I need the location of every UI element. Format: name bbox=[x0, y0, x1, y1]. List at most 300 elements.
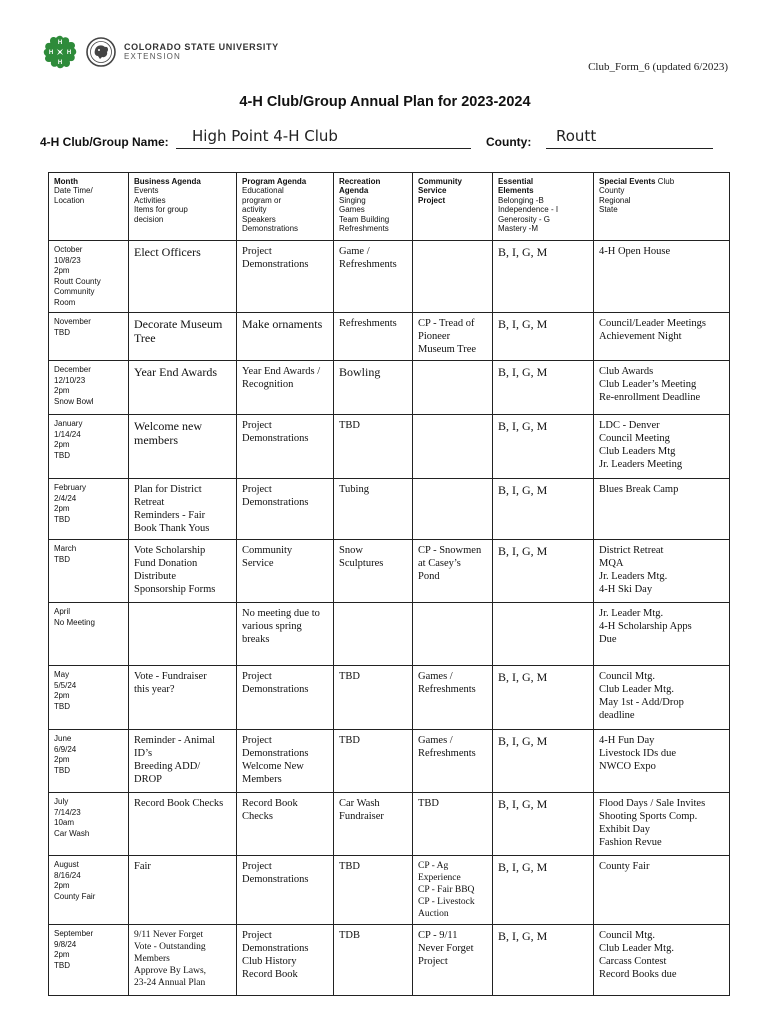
month-line: 2pm bbox=[54, 755, 70, 764]
club-info-row bbox=[40, 127, 720, 153]
column-header-line: Service bbox=[418, 186, 447, 196]
column-header-line: Refreshments bbox=[339, 224, 389, 234]
club-name-label: 4-H Club/Group Name: bbox=[40, 135, 169, 149]
program-agenda-line: Community bbox=[242, 545, 293, 556]
community-service-line: Refreshments bbox=[418, 684, 476, 695]
table-row bbox=[49, 415, 730, 479]
month-line: 9/8/24 bbox=[54, 939, 77, 949]
special-events-line: County Fair bbox=[599, 861, 650, 872]
essential-elements-cell bbox=[493, 666, 594, 730]
business-agenda-cell bbox=[129, 793, 237, 856]
community-service-line: Auction bbox=[418, 909, 449, 919]
essential-elements-cell bbox=[493, 241, 594, 313]
special-events-cell bbox=[594, 856, 730, 925]
community-service-line: Games / bbox=[418, 735, 453, 746]
essential-elements-cell bbox=[493, 856, 594, 925]
business-agenda-cell bbox=[129, 666, 237, 730]
program-agenda-cell bbox=[237, 241, 334, 313]
column-header-line: Elements bbox=[498, 186, 534, 196]
recreation-line: Fundraiser bbox=[339, 811, 384, 822]
community-service-line: TBD bbox=[418, 798, 439, 809]
table-row bbox=[49, 361, 730, 415]
county-underline bbox=[546, 148, 713, 149]
table-row bbox=[49, 925, 730, 996]
program-agenda-line: Demonstrations bbox=[242, 943, 309, 954]
community-service-line: Museum Tree bbox=[418, 344, 477, 355]
business-agenda-cell bbox=[129, 361, 237, 415]
recreation-cell bbox=[334, 856, 413, 925]
program-agenda-line: Project bbox=[242, 735, 272, 746]
column-header-line: Generosity - G bbox=[498, 214, 551, 224]
csu-extension-wordmark bbox=[124, 42, 279, 62]
recreation-cell bbox=[334, 925, 413, 996]
community-service-line: at Casey’s bbox=[418, 558, 461, 569]
program-agenda-cell bbox=[237, 856, 334, 925]
business-agenda-line: Tree bbox=[134, 331, 156, 345]
table-body bbox=[49, 241, 730, 996]
business-agenda-line: Welcome new bbox=[134, 419, 203, 433]
month-cell bbox=[49, 603, 129, 666]
community-service-cell bbox=[413, 925, 493, 996]
recreation-cell bbox=[334, 361, 413, 415]
special-events-cell bbox=[594, 540, 730, 603]
column-header-title: Business Agenda bbox=[134, 177, 201, 186]
column-header-line: Mastery -M bbox=[498, 224, 538, 234]
month-line: April bbox=[54, 607, 71, 616]
month-line: Community bbox=[54, 287, 95, 296]
column-header-line: Items for group bbox=[134, 205, 188, 215]
community-service-line: Never Forget bbox=[418, 943, 474, 954]
community-service-cell bbox=[413, 793, 493, 856]
program-agenda-line: Make ornaments bbox=[242, 317, 323, 331]
special-events-line: Council Mtg. bbox=[599, 930, 656, 941]
recreation-line: Refreshments bbox=[339, 259, 397, 270]
business-agenda-cell bbox=[129, 540, 237, 603]
recreation-cell bbox=[334, 793, 413, 856]
month-line: TBD bbox=[54, 554, 70, 564]
month-line: 2pm bbox=[54, 881, 70, 890]
month-line: TBD bbox=[54, 960, 70, 970]
business-agenda-line: Elect Officers bbox=[134, 245, 201, 259]
column-header-recreation-agenda bbox=[334, 173, 413, 241]
essential-elements-cell bbox=[493, 925, 594, 996]
month-cell bbox=[49, 730, 129, 793]
essential-elements-value: B, I, G, M bbox=[498, 245, 548, 259]
special-events-cell bbox=[594, 313, 730, 361]
business-agenda-line: Reminders - Fair bbox=[134, 510, 206, 521]
special-events-line: Club Leader’s Meeting bbox=[599, 379, 697, 390]
recreation-line: Sculptures bbox=[339, 558, 384, 569]
program-agenda-line: breaks bbox=[242, 634, 270, 645]
program-agenda-cell bbox=[237, 793, 334, 856]
business-agenda-line: members bbox=[134, 433, 178, 447]
program-agenda-cell bbox=[237, 730, 334, 793]
community-service-cell bbox=[413, 361, 493, 415]
column-header-line: County bbox=[599, 186, 625, 196]
special-events-line: Jr. Leaders Meeting bbox=[599, 459, 683, 470]
essential-elements-value: B, I, G, M bbox=[498, 365, 548, 379]
program-agenda-line: Project bbox=[242, 420, 272, 431]
essential-elements-value: B, I, G, M bbox=[498, 544, 548, 558]
business-agenda-line: Decorate Museum bbox=[134, 317, 223, 331]
business-agenda-cell bbox=[129, 730, 237, 793]
special-events-line: 4-H Fun Day bbox=[599, 735, 655, 746]
month-line: 12/10/23 bbox=[54, 375, 86, 385]
month-line: 2/4/24 bbox=[54, 493, 77, 503]
community-service-cell bbox=[413, 856, 493, 925]
community-service-line: Games / bbox=[418, 671, 453, 682]
community-service-line: CP - 9/11 bbox=[418, 930, 458, 941]
program-agenda-line: various spring bbox=[242, 621, 302, 632]
special-events-line: MQA bbox=[599, 558, 624, 569]
column-header-line: Events bbox=[134, 186, 159, 196]
county-label: County: bbox=[486, 135, 532, 149]
recreation-line: TBD bbox=[339, 420, 360, 431]
business-agenda-line: Reminder - Animal bbox=[134, 735, 216, 746]
community-service-cell bbox=[413, 415, 493, 479]
special-events-cell bbox=[594, 241, 730, 313]
column-header-program-agenda bbox=[237, 173, 334, 241]
special-events-cell bbox=[594, 479, 730, 540]
essential-elements-value: B, I, G, M bbox=[498, 483, 548, 497]
special-events-cell bbox=[594, 730, 730, 793]
program-agenda-line: Club History bbox=[242, 956, 297, 967]
org-name-line2: EXTENSION bbox=[124, 52, 182, 61]
program-agenda-line: Demonstrations bbox=[242, 259, 309, 270]
program-agenda-line: Members bbox=[242, 774, 282, 785]
recreation-cell bbox=[334, 313, 413, 361]
logo-group bbox=[42, 34, 279, 70]
business-agenda-cell bbox=[129, 479, 237, 540]
table-row bbox=[49, 603, 730, 666]
special-events-line: Council Mtg. bbox=[599, 671, 656, 682]
recreation-line: TBD bbox=[339, 735, 360, 746]
svg-text:H: H bbox=[57, 60, 63, 66]
special-events-line: Flood Days / Sale Invites bbox=[599, 798, 706, 809]
table-row bbox=[49, 856, 730, 925]
column-header-line: Activities bbox=[134, 195, 166, 205]
special-events-cell bbox=[594, 361, 730, 415]
month-cell bbox=[49, 479, 129, 540]
business-agenda-line: Approve By Laws, bbox=[134, 966, 207, 976]
community-service-cell bbox=[413, 666, 493, 730]
column-header-line: decision bbox=[134, 214, 164, 224]
4h-clover-logo bbox=[42, 34, 78, 70]
recreation-line: Game / bbox=[339, 246, 370, 257]
month-line: September bbox=[54, 929, 94, 938]
essential-elements-value: B, I, G, M bbox=[498, 670, 548, 684]
special-events-cell bbox=[594, 603, 730, 666]
special-events-line: Shooting Sports Comp. bbox=[599, 811, 698, 822]
special-events-line: District Retreat bbox=[599, 545, 664, 556]
essential-elements-cell bbox=[493, 730, 594, 793]
column-header-line: Demonstrations bbox=[242, 224, 299, 234]
business-agenda-line: Record Book Checks bbox=[134, 798, 224, 809]
recreation-line: Car Wash bbox=[339, 798, 380, 809]
business-agenda-line: Vote - Outstanding bbox=[134, 942, 206, 952]
essential-elements-cell bbox=[493, 415, 594, 479]
program-agenda-cell bbox=[237, 666, 334, 730]
month-line: 8/16/24 bbox=[54, 870, 81, 880]
business-agenda-cell bbox=[129, 603, 237, 666]
community-service-line: CP - Livestock bbox=[418, 897, 475, 907]
column-header-title: Program Agenda bbox=[242, 177, 307, 186]
recreation-cell bbox=[334, 241, 413, 313]
essential-elements-value: B, I, G, M bbox=[498, 860, 548, 874]
special-events-line: Council Meeting bbox=[599, 433, 670, 444]
program-agenda-line: Checks bbox=[242, 811, 273, 822]
recreation-cell bbox=[334, 415, 413, 479]
business-agenda-line: Distribute bbox=[134, 571, 176, 582]
essential-elements-cell bbox=[493, 479, 594, 540]
program-agenda-line: No meeting due to bbox=[242, 608, 320, 619]
table-row bbox=[49, 540, 730, 603]
business-agenda-line: ID’s bbox=[134, 748, 153, 759]
program-agenda-line: Project bbox=[242, 671, 272, 682]
month-cell bbox=[49, 793, 129, 856]
program-agenda-cell bbox=[237, 313, 334, 361]
program-agenda-line: Demonstrations bbox=[242, 497, 309, 508]
recreation-cell bbox=[334, 603, 413, 666]
column-header-business-agenda bbox=[129, 173, 237, 241]
special-events-line: 4-H Ski Day bbox=[599, 584, 653, 595]
table-header-row bbox=[49, 173, 730, 241]
club-name-value: High Point 4-H Club bbox=[192, 127, 338, 145]
month-line: December bbox=[54, 365, 91, 374]
essential-elements-value: B, I, G, M bbox=[498, 317, 548, 331]
month-line: March bbox=[54, 544, 77, 553]
community-service-cell bbox=[413, 603, 493, 666]
column-header-line: State bbox=[599, 205, 618, 215]
recreation-line: TDB bbox=[339, 930, 360, 941]
column-header-essential-elements bbox=[493, 173, 594, 241]
special-events-line: May 1st - Add/Drop bbox=[599, 697, 684, 708]
business-agenda-cell bbox=[129, 415, 237, 479]
special-events-line: Record Books due bbox=[599, 969, 677, 980]
business-agenda-line: DROP bbox=[134, 774, 163, 785]
column-header-line: Belonging -B bbox=[498, 195, 544, 205]
business-agenda-line: Plan for District bbox=[134, 484, 202, 495]
page-title: 4-H Club/Group Annual Plan for 2023-2024 bbox=[239, 94, 531, 110]
business-agenda-line: Retreat bbox=[134, 497, 165, 508]
community-service-line: Refreshments bbox=[418, 748, 476, 759]
special-events-line: Livestock IDs due bbox=[599, 748, 676, 759]
column-header-line: Date Time/ bbox=[54, 186, 93, 196]
essential-elements-value: B, I, G, M bbox=[498, 797, 548, 811]
community-service-cell bbox=[413, 241, 493, 313]
table-row bbox=[49, 666, 730, 730]
month-line: TBD bbox=[54, 765, 70, 775]
community-service-line: CP - Fair BBQ bbox=[418, 885, 475, 895]
essential-elements-value: B, I, G, M bbox=[498, 734, 548, 748]
essential-elements-cell bbox=[493, 361, 594, 415]
column-header-line: activity bbox=[242, 205, 267, 215]
month-line: 5/5/24 bbox=[54, 680, 77, 690]
essential-elements-cell bbox=[493, 313, 594, 361]
month-cell bbox=[49, 540, 129, 603]
month-cell bbox=[49, 361, 129, 415]
recreation-line: Bowling bbox=[339, 365, 381, 379]
month-line: Routt County bbox=[54, 276, 101, 286]
column-header-title: Recreation bbox=[339, 177, 381, 186]
month-line: May bbox=[54, 670, 70, 679]
month-cell bbox=[49, 313, 129, 361]
month-line: November bbox=[54, 317, 91, 326]
special-events-line: Fashion Revue bbox=[599, 837, 662, 848]
table-row bbox=[49, 241, 730, 313]
special-events-line: Club Awards bbox=[599, 366, 654, 377]
program-agenda-line: Welcome New bbox=[242, 761, 304, 772]
column-header-line: Team Building bbox=[339, 214, 390, 224]
program-agenda-cell bbox=[237, 603, 334, 666]
community-service-line: CP - Snowmen bbox=[418, 545, 482, 556]
month-line: TBD bbox=[54, 450, 70, 460]
recreation-line: Tubing bbox=[339, 484, 369, 495]
month-line: 2pm bbox=[54, 691, 70, 700]
business-agenda-cell bbox=[129, 241, 237, 313]
special-events-line: LDC - Denver bbox=[599, 420, 660, 431]
month-line: 2pm bbox=[54, 266, 70, 275]
special-events-line: Jr. Leaders Mtg. bbox=[599, 571, 668, 582]
csu-ram-seal-logo bbox=[86, 37, 116, 67]
special-events-line: Club Leaders Mtg bbox=[599, 446, 676, 457]
table-row bbox=[49, 479, 730, 540]
business-agenda-line: Vote - Fundraiser bbox=[134, 671, 207, 682]
community-service-cell bbox=[413, 730, 493, 793]
business-agenda-line: Sponsorship Forms bbox=[134, 584, 216, 595]
special-events-line: Achievement Night bbox=[599, 331, 682, 342]
month-line: Room bbox=[54, 297, 76, 307]
annual-plan-table bbox=[48, 172, 730, 996]
county-value: Routt bbox=[556, 127, 597, 145]
month-line: July bbox=[54, 797, 69, 806]
business-agenda-line: this year? bbox=[134, 684, 175, 695]
month-line: 6/9/24 bbox=[54, 744, 77, 754]
column-header-line: Games bbox=[339, 205, 365, 215]
recreation-line: TBD bbox=[339, 861, 360, 872]
community-service-line: Pioneer bbox=[418, 331, 451, 342]
community-service-cell bbox=[413, 313, 493, 361]
program-agenda-cell bbox=[237, 925, 334, 996]
column-header-line: program or bbox=[242, 195, 282, 205]
program-agenda-line: Demonstrations bbox=[242, 684, 309, 695]
month-line: 7/14/23 bbox=[54, 807, 81, 817]
special-events-line: Blues Break Camp bbox=[599, 484, 679, 495]
column-header-line: Location bbox=[54, 195, 85, 205]
essential-elements-cell bbox=[493, 793, 594, 856]
recreation-line: Refreshments bbox=[339, 318, 397, 329]
recreation-cell bbox=[334, 479, 413, 540]
column-header-line: Regional bbox=[599, 195, 631, 205]
program-agenda-line: Year End Awards / bbox=[242, 366, 321, 377]
column-header-title: Community bbox=[418, 177, 462, 186]
month-cell bbox=[49, 241, 129, 313]
program-agenda-line: Recognition bbox=[242, 379, 294, 390]
business-agenda-cell bbox=[129, 925, 237, 996]
month-cell bbox=[49, 666, 129, 730]
column-header-title: Month bbox=[54, 177, 78, 186]
club-name-underline bbox=[176, 148, 471, 149]
svg-text:H: H bbox=[66, 50, 72, 56]
community-service-line: CP - Ag bbox=[418, 861, 449, 871]
month-line: TBD bbox=[54, 327, 70, 337]
month-line: 10/8/23 bbox=[54, 255, 81, 265]
table-row bbox=[49, 313, 730, 361]
column-header-special-events bbox=[594, 173, 730, 241]
column-header-line: Singing bbox=[339, 195, 366, 205]
business-agenda-line: Breeding ADD/ bbox=[134, 761, 201, 772]
business-agenda-line: 23-24 Annual Plan bbox=[134, 978, 206, 988]
program-agenda-line: Demonstrations bbox=[242, 433, 309, 444]
program-agenda-cell bbox=[237, 479, 334, 540]
month-line: County Fair bbox=[54, 891, 96, 901]
special-events-line: Exhibit Day bbox=[599, 824, 651, 835]
recreation-cell bbox=[334, 540, 413, 603]
month-line: 2pm bbox=[54, 386, 70, 395]
special-events-cell bbox=[594, 415, 730, 479]
month-cell bbox=[49, 856, 129, 925]
special-events-cell bbox=[594, 793, 730, 856]
business-agenda-line: Year End Awards bbox=[134, 365, 218, 379]
community-service-line: CP - Tread of bbox=[418, 318, 475, 329]
column-header-line: Speakers bbox=[242, 214, 276, 224]
recreation-cell bbox=[334, 666, 413, 730]
program-agenda-line: Project bbox=[242, 246, 272, 257]
month-line: October bbox=[54, 245, 83, 254]
column-header-month bbox=[49, 173, 129, 241]
program-agenda-cell bbox=[237, 415, 334, 479]
column-header-line: Agenda bbox=[339, 186, 369, 196]
business-agenda-line: Members bbox=[134, 954, 170, 964]
column-header-title: Special Events bbox=[599, 177, 656, 186]
community-service-cell bbox=[413, 479, 493, 540]
community-service-line: Experience bbox=[418, 873, 461, 883]
program-agenda-line: Service bbox=[242, 558, 274, 569]
month-line: 1/14/24 bbox=[54, 429, 81, 439]
month-line: Snow Bowl bbox=[54, 396, 94, 406]
special-events-line: Club Leader Mtg. bbox=[599, 943, 674, 954]
program-agenda-cell bbox=[237, 540, 334, 603]
recreation-cell bbox=[334, 730, 413, 793]
month-line: 10am bbox=[54, 818, 75, 827]
special-events-line: Due bbox=[599, 634, 617, 645]
month-line: Car Wash bbox=[54, 828, 90, 838]
program-agenda-cell bbox=[237, 361, 334, 415]
column-header-title: Essential bbox=[498, 177, 534, 186]
special-events-line: Jr. Leader Mtg. bbox=[599, 608, 664, 619]
community-service-line: Project bbox=[418, 956, 448, 967]
month-line: January bbox=[54, 419, 83, 428]
form-id-label: Club_Form_6 (updated 6/2023) bbox=[588, 61, 728, 73]
column-header-line: Club bbox=[655, 177, 675, 186]
column-header-line: Independence - I bbox=[498, 205, 559, 215]
community-service-cell bbox=[413, 540, 493, 603]
special-events-line: 4-H Scholarship Apps bbox=[599, 621, 692, 632]
column-header-line: Project bbox=[418, 195, 446, 205]
month-line: 2pm bbox=[54, 950, 70, 959]
program-agenda-line: Project bbox=[242, 861, 272, 872]
recreation-line: Snow bbox=[339, 545, 363, 556]
month-line: TBD bbox=[54, 514, 70, 524]
special-events-cell bbox=[594, 666, 730, 730]
special-events-line: Club Leader Mtg. bbox=[599, 684, 674, 695]
program-agenda-line: Record Book bbox=[242, 798, 298, 809]
program-agenda-line: Demonstrations bbox=[242, 874, 309, 885]
column-header-community-service bbox=[413, 173, 493, 241]
business-agenda-line: 9/11 Never Forget bbox=[134, 930, 204, 940]
column-header-line: Educational bbox=[242, 186, 284, 196]
essential-elements-value: B, I, G, M bbox=[498, 419, 548, 433]
